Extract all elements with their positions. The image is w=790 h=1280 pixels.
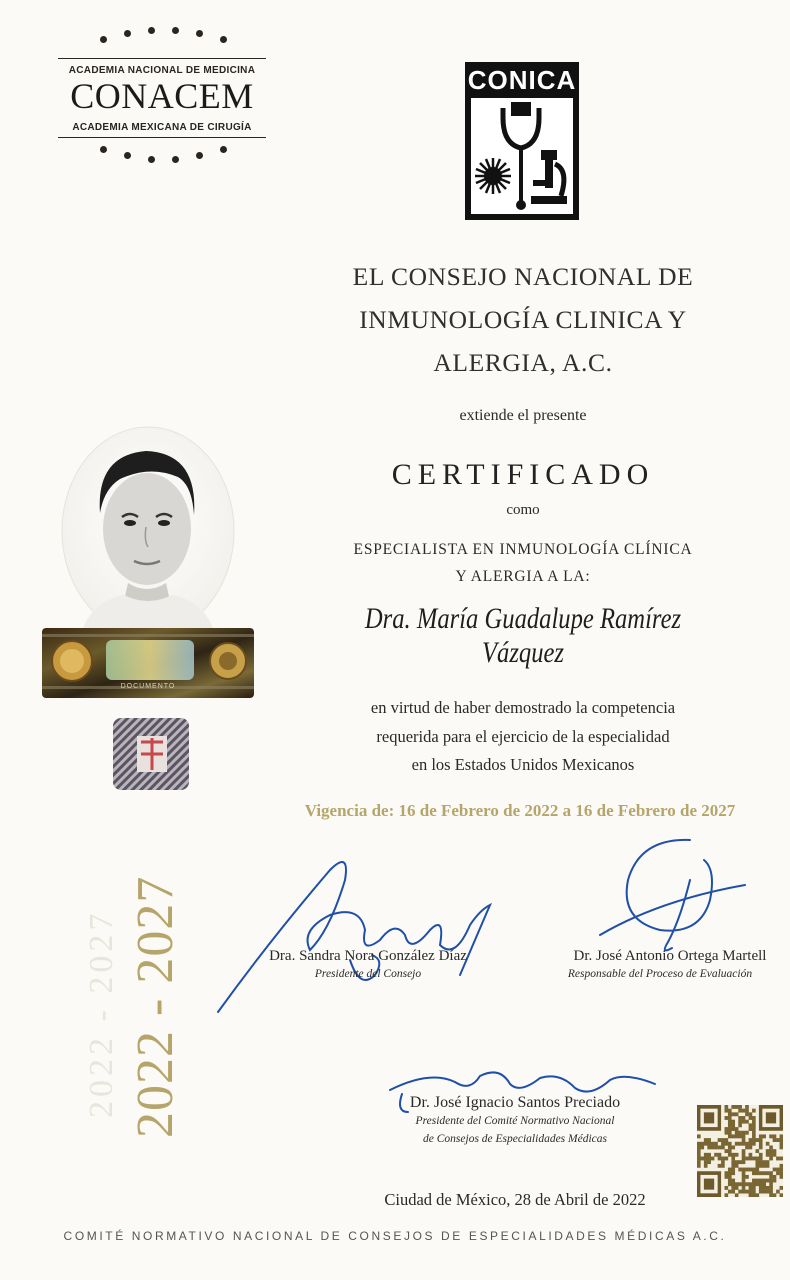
hologram-sticker: [42, 628, 254, 698]
conica-name: CONICA: [467, 65, 577, 95]
signatory-2-name: Dr. José Antonio Ortega Martell: [573, 948, 767, 964]
place-date: Ciudad de México, 28 de Abril de 2022: [384, 1190, 646, 1209]
conacem-bottom-line: ACADEMIA MEXICANA DE CIRUGÍA: [72, 122, 252, 133]
signatory-2-role: Responsable del Proceso de Evaluación: [567, 968, 753, 980]
council-title: [300, 255, 746, 384]
conacem-logo: [56, 26, 268, 172]
certificate-heading: CERTIFICADO: [391, 458, 655, 491]
council-title-line: ALERGIA, A.C.: [433, 348, 613, 377]
watermark-years: 2022 - 2027: [83, 909, 120, 1118]
hologram-label: DOCUMENTO: [120, 683, 176, 690]
qr-code[interactable]: [697, 1105, 783, 1197]
statement-line: en los Estados Unidos Mexicanos: [411, 755, 635, 774]
stethoscope-microscope-icon: [471, 98, 573, 214]
recipient-name: Dra. María Guadalupe Ramírez Vázquez: [364, 602, 682, 669]
qr-code-icon: [697, 1105, 783, 1197]
signatory-1-role: Presidente del Consejo: [314, 968, 422, 980]
specialty-line: ESPECIALISTA EN INMUNOLOGÍA CLÍNICA: [353, 541, 693, 558]
specialty-line: Y ALERGIA A LA:: [455, 568, 591, 585]
council-title-line: INMUNOLOGÍA CLINICA Y: [359, 305, 687, 334]
validity-years-text: 2022 - 2027: [127, 875, 184, 1138]
conacem-name: CONACEM: [70, 76, 254, 116]
security-seal: [113, 718, 189, 790]
signature-2-stroke: [600, 840, 745, 951]
signatory-3-name: Dr. José Ignacio Santos Preciado: [409, 1094, 621, 1111]
footer-committee: COMITÉ NORMATIVO NACIONAL DE CONSEJOS DE ESPECIALIDADES MÉDICAS A.C.: [63, 1229, 727, 1243]
signatory-1-name: Dra. Sandra Nora González Díaz: [269, 948, 467, 964]
statement-line: requerida para el ejercicio de la especialidad: [376, 726, 670, 746]
statement-line: en virtud de haber demostrado la competencia: [370, 698, 676, 717]
signatory-3-role-line: Presidente del Comité Normativo Nacional: [415, 1115, 615, 1127]
validity-text: Vigencia de: 16 de Febrero de 2022 a 16 de Febrero de 2027: [304, 801, 736, 820]
intro-text: extiende el presente: [459, 407, 587, 424]
signatory-3-role-line: de Consejos de Especialidades Médicas: [423, 1133, 607, 1145]
council-title-line: EL CONSEJO NACIONAL DE: [352, 262, 694, 291]
recipient-photo: [60, 425, 236, 637]
watermark-text: [82, 880, 122, 1120]
specialty-text: [290, 536, 756, 590]
conacem-top-line: ACADEMIA NACIONAL DE MEDICINA: [68, 65, 256, 76]
signature-1-stroke: [218, 862, 490, 1012]
conica-logo: [465, 62, 579, 220]
validity-years: [124, 842, 184, 1142]
statement-text: [290, 694, 756, 780]
como-text: como: [506, 502, 540, 518]
